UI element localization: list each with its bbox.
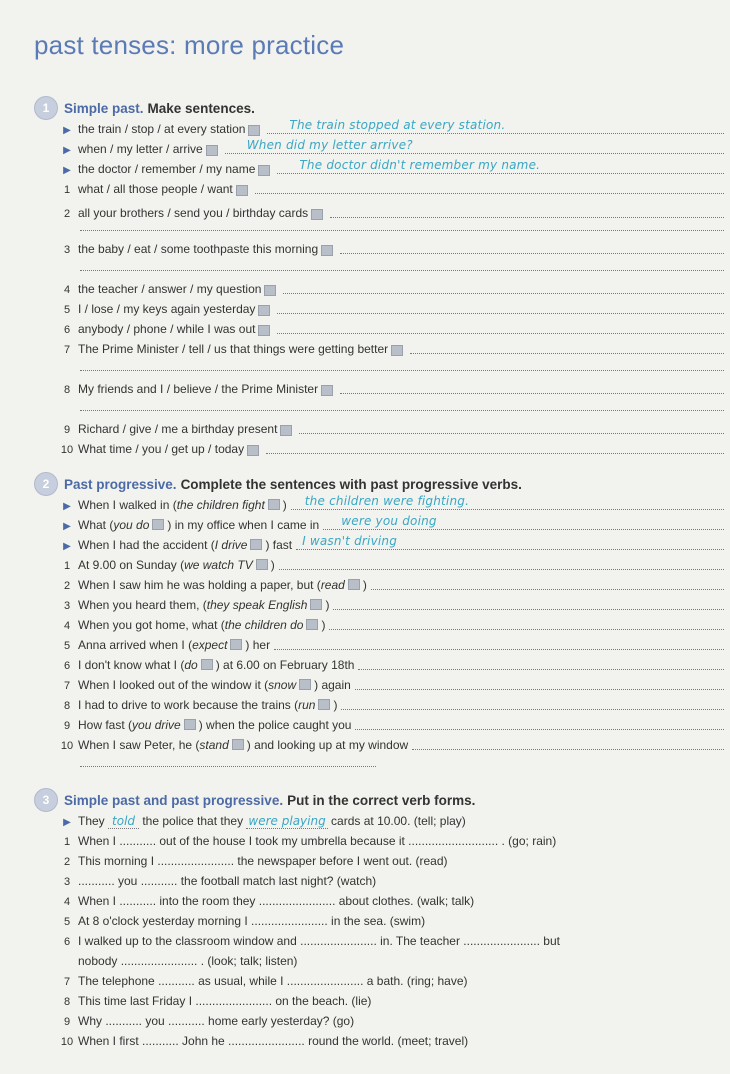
triangle-right-icon: ▶ <box>63 165 71 176</box>
prompt: Richard / give / me a birthday present <box>78 422 278 436</box>
item-number: 1 <box>63 836 71 848</box>
item-number: 1 <box>63 560 71 572</box>
speech-bubble-icon <box>258 325 270 336</box>
handwritten-answer: The doctor didn't remember my name. <box>299 158 541 172</box>
speech-bubble-icon <box>250 539 262 550</box>
section-number-badge: 2 <box>34 472 58 496</box>
exercise-item <box>56 202 724 220</box>
prompt: the baby / eat / some toothpaste this morning <box>78 242 319 256</box>
speech-bubble-icon <box>268 499 280 510</box>
speech-bubble-icon <box>310 599 322 610</box>
example-row <box>56 810 710 828</box>
exercise-item <box>56 574 724 592</box>
prompt: At 9.00 on Sunday (we watch TV ) <box>78 558 275 572</box>
page-title: past tenses: more practice <box>34 30 345 60</box>
prompt: anybody / phone / while I was out <box>78 322 256 336</box>
prompt: what / all those people / want <box>78 182 233 196</box>
answer-line[interactable] <box>341 695 724 710</box>
prompt: the train / stop / at every station <box>78 122 246 136</box>
speech-bubble-icon <box>258 165 270 176</box>
example-row <box>56 158 724 176</box>
example-text: They told the police that they were playing cards at 10.00. (tell; play) <box>78 814 466 828</box>
speech-bubble-icon <box>321 385 333 396</box>
prompt: When I looked out of the window it (snow ) again <box>78 678 351 692</box>
exercise-item <box>56 614 724 632</box>
speech-bubble-icon <box>258 305 270 316</box>
item-text: This morning I ....................... the newspaper before I went out. (read) <box>78 854 448 868</box>
exercise-item[interactable] <box>56 970 710 988</box>
prompt: Anna arrived when I (expect ) her <box>78 638 271 652</box>
item-text: When I ........... out of the house I took my umbrella because it ........................... . (go; rain) <box>78 834 557 848</box>
answer-line[interactable] <box>277 299 724 314</box>
exercise-item[interactable] <box>56 1030 710 1048</box>
section-title: Past progressive. <box>64 476 177 492</box>
prompt: What time / you / get up / today <box>78 442 245 456</box>
exercise-item <box>56 714 724 732</box>
answer-line[interactable] <box>330 203 724 218</box>
section-instruction: Put in the correct verb forms. <box>287 792 476 808</box>
exercise-item <box>56 554 724 572</box>
exercise-item <box>56 298 724 316</box>
prompt: all your brothers / send you / birthday cards <box>78 206 309 220</box>
item-text: ........... you ........... the football match last night? (watch) <box>78 874 377 888</box>
speech-bubble-icon <box>248 125 260 136</box>
prompt: How fast (you drive ) when the police caught you <box>78 718 352 732</box>
answer-line <box>296 535 724 550</box>
item-number: 5 <box>63 304 71 316</box>
speech-bubble-icon <box>348 579 360 590</box>
speech-bubble-icon <box>311 209 323 220</box>
speech-bubble-icon <box>306 619 318 630</box>
answer-line[interactable] <box>266 439 724 454</box>
answer-line[interactable] <box>80 230 724 231</box>
speech-bubble-icon <box>299 679 311 690</box>
item-number: 6 <box>63 660 71 672</box>
item-number: 8 <box>63 996 71 1008</box>
prompt: When I walked in (the children fight ) <box>78 498 287 512</box>
item-number: 2 <box>63 580 71 592</box>
exercise-item <box>56 694 724 712</box>
exercise-item[interactable] <box>56 910 710 928</box>
answer-line[interactable] <box>299 419 724 434</box>
triangle-right-icon: ▶ <box>63 501 71 512</box>
item-number: 10 <box>60 444 74 456</box>
speech-bubble-icon <box>280 425 292 436</box>
item-number: 8 <box>63 700 71 712</box>
exercise-item <box>56 378 724 396</box>
item-text: The telephone ........... as usual, while I ....................... a bath. (ring; have) <box>78 974 468 988</box>
item-number: 3 <box>63 876 71 888</box>
answer-line <box>277 159 724 174</box>
prompt: When you got home, what (the children do ) <box>78 618 326 632</box>
section-number-badge: 1 <box>34 96 58 120</box>
prompt: When I saw him he was holding a paper, but (read ) <box>78 578 367 592</box>
exercise-item <box>56 238 724 256</box>
speech-bubble-icon <box>184 719 196 730</box>
speech-bubble-icon <box>321 245 333 256</box>
item-number: 7 <box>63 680 71 692</box>
answer-line[interactable] <box>358 655 724 670</box>
item-number: 7 <box>63 344 71 356</box>
prompt: the teacher / answer / my question <box>78 282 262 296</box>
example-row <box>56 514 724 532</box>
prompt: What (you do ) in my office when I came in <box>78 518 320 532</box>
speech-bubble-icon <box>236 185 248 196</box>
handwritten-answer: I wasn't driving <box>302 534 398 548</box>
speech-bubble-icon <box>152 519 164 530</box>
item-number: 4 <box>63 284 71 296</box>
exercise-item <box>56 654 724 672</box>
item-number: 4 <box>63 896 71 908</box>
exercise-item[interactable] <box>56 890 710 908</box>
section3-heading <box>34 788 475 812</box>
section-title: Simple past and past progressive. <box>64 792 284 808</box>
example-row <box>56 494 724 512</box>
item-text: nobody ....................... . (look; talk; listen) <box>78 954 298 968</box>
exercise-item <box>56 278 724 296</box>
answer-line[interactable] <box>283 279 724 294</box>
exercise-item[interactable] <box>56 1010 710 1028</box>
answer-line <box>225 139 724 154</box>
handwritten-answer: the children were fighting. <box>304 494 470 508</box>
exercise-item <box>56 674 724 692</box>
exercise-item[interactable] <box>56 870 710 888</box>
speech-bubble-icon <box>264 285 276 296</box>
answer-line[interactable] <box>340 239 724 254</box>
item-number: 6 <box>63 324 71 336</box>
answer-line[interactable] <box>412 735 724 750</box>
exercise-item[interactable] <box>56 830 710 848</box>
item-number: 9 <box>63 424 71 436</box>
section2-heading <box>34 472 522 496</box>
item-number: 5 <box>63 916 71 928</box>
prompt: I had to drive to work because the trains (run ) <box>78 698 338 712</box>
prompt: When I had the accident (I drive ) fast <box>78 538 293 552</box>
triangle-right-icon: ▶ <box>63 541 71 552</box>
exercise-item <box>56 734 724 752</box>
example-row <box>56 138 724 156</box>
answer-line[interactable] <box>333 595 724 610</box>
handwritten-answer: told <box>112 814 136 828</box>
prompt: I don't know what I (do ) at 6.00 on February 18th <box>78 658 355 672</box>
handwritten-answer: When did my letter arrive? <box>246 138 413 152</box>
answer-line[interactable] <box>255 179 724 194</box>
speech-bubble-icon <box>256 559 268 570</box>
answer-line[interactable] <box>80 370 724 371</box>
item-number: 8 <box>63 384 71 396</box>
answer-line[interactable] <box>277 319 724 334</box>
exercise-item <box>56 318 724 336</box>
answer-line[interactable] <box>274 635 724 650</box>
item-text: When I ........... into the room they ....................... about clothes. (walk; talk) <box>78 894 475 908</box>
section-title: Simple past. <box>64 100 144 116</box>
exercise-item <box>56 338 724 356</box>
item-text: I walked up to the classroom window and ....................... in. The teacher ....................... but <box>78 934 560 948</box>
exercise-item <box>56 418 724 436</box>
prompt: When you heard them, (they speak English ) <box>78 598 330 612</box>
speech-bubble-icon <box>318 699 330 710</box>
answer-line[interactable] <box>80 270 724 271</box>
exercise-item <box>56 634 724 652</box>
item-text: When I first ........... John he ....................... round the world. (meet; travel) <box>78 1034 469 1048</box>
item-number: 2 <box>63 208 71 220</box>
prompt: When I saw Peter, he (stand ) and looking up at my window <box>78 738 409 752</box>
exercise-item[interactable] <box>56 930 710 948</box>
prompt: the doctor / remember / my name <box>78 162 256 176</box>
example-row <box>56 534 724 552</box>
prompt: The Prime Minister / tell / us that things were getting better <box>78 342 389 356</box>
answer-line <box>323 515 724 530</box>
prompt: I / lose / my keys again yesterday <box>78 302 256 316</box>
speech-bubble-icon <box>232 739 244 750</box>
answer-line[interactable] <box>410 339 724 354</box>
section-instruction: Complete the sentences with past progressive verbs. <box>180 476 522 492</box>
item-text: Why ........... you ........... home early yesterday? (go) <box>78 1014 355 1028</box>
item-number: 2 <box>63 856 71 868</box>
example-row <box>56 118 724 136</box>
item-text: This time last Friday I ....................... on the beach. (lie) <box>78 994 372 1008</box>
triangle-right-icon: ▶ <box>63 817 71 828</box>
speech-bubble-icon <box>206 145 218 156</box>
answer-line[interactable] <box>80 766 376 767</box>
triangle-right-icon: ▶ <box>63 125 71 136</box>
answer-line[interactable] <box>371 575 724 590</box>
item-number: 1 <box>63 184 71 196</box>
answer-line[interactable] <box>329 615 724 630</box>
item-number: 3 <box>63 244 71 256</box>
item-number: 9 <box>63 720 71 732</box>
answer-line[interactable] <box>355 675 724 690</box>
speech-bubble-icon <box>201 659 213 670</box>
answer-line[interactable] <box>340 379 724 394</box>
exercise-item <box>56 438 724 456</box>
speech-bubble-icon <box>230 639 242 650</box>
item-number: 3 <box>63 600 71 612</box>
prompt: My friends and I / believe / the Prime Minister <box>78 382 319 396</box>
answer-line <box>291 495 724 510</box>
handwritten-answer: The train stopped at every station. <box>289 118 506 132</box>
exercise-item <box>56 594 724 612</box>
section1-heading <box>34 96 255 120</box>
item-number: 6 <box>63 936 71 948</box>
exercise-item-continuation[interactable] <box>56 950 710 968</box>
exercise-item <box>56 178 724 196</box>
item-text: At 8 o'clock yesterday morning I ....................... in the sea. (swim) <box>78 914 426 928</box>
answer-line[interactable] <box>355 715 724 730</box>
answer-line[interactable] <box>80 410 724 411</box>
answer-line <box>267 119 724 134</box>
triangle-right-icon: ▶ <box>63 521 71 532</box>
exercise-item[interactable] <box>56 850 710 868</box>
item-number: 4 <box>63 620 71 632</box>
item-number: 5 <box>63 640 71 652</box>
triangle-right-icon: ▶ <box>63 145 71 156</box>
item-number: 7 <box>63 976 71 988</box>
speech-bubble-icon <box>391 345 403 356</box>
answer-line[interactable] <box>279 555 724 570</box>
section-instruction: Make sentences. <box>147 100 255 116</box>
item-number: 9 <box>63 1016 71 1028</box>
handwritten-answer: were playing <box>248 814 326 828</box>
section-number-badge: 3 <box>34 788 58 812</box>
speech-bubble-icon <box>247 445 259 456</box>
item-number: 10 <box>60 740 74 752</box>
exercise-item[interactable] <box>56 990 710 1008</box>
item-number: 10 <box>60 1036 74 1048</box>
prompt: when / my letter / arrive <box>78 142 203 156</box>
handwritten-answer: were you doing <box>341 514 437 528</box>
